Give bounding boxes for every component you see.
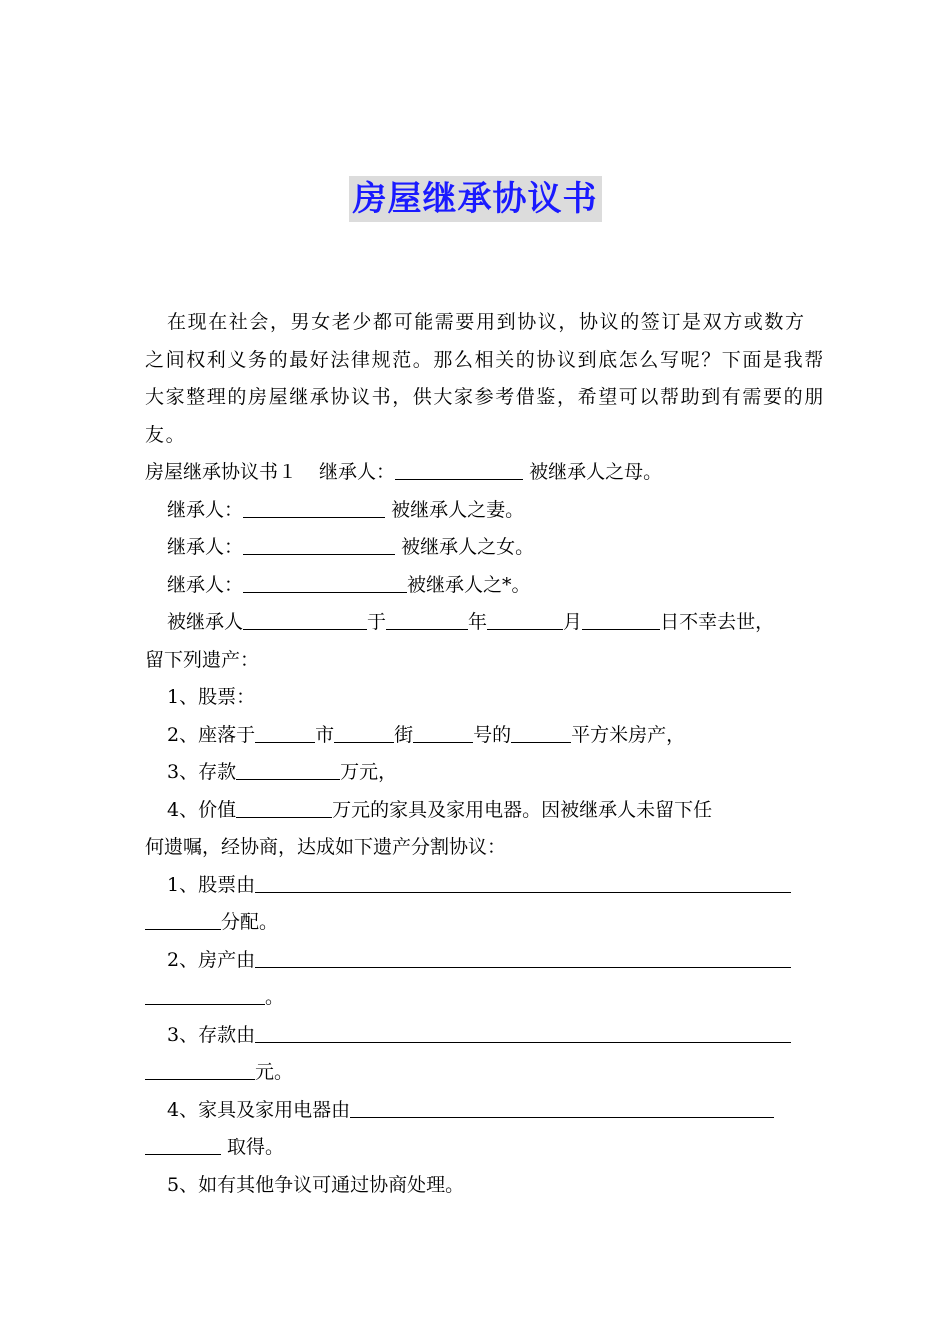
division-item-3-continued [145,1054,825,1092]
intro-paragraph: 在现在社会，男女老少都可能需要用到协议，协议的签订是双方或数方之间权利义务的最好法律规范。那么相关的协议到底怎么写呢？下面是我帮大家整理的房屋继承协议书，供大家参考借鉴，希望可以帮助到有需要的朋友。 [145,311,825,446]
document-body [145,304,825,1204]
division-2-end: 。 [265,986,285,1008]
division-4-end: 取得。 [227,1136,285,1158]
document-title: 房屋继承协议书 [349,176,602,222]
blank-heir-1 [395,478,523,480]
division-1-text: 1、股票由 [167,873,256,896]
heir-line-2 [145,492,825,530]
blank-division-2b [145,1003,265,1005]
heir-line-3 [145,529,825,567]
blank-division-2 [255,966,791,968]
estate-2-text-c: 街 [394,723,414,746]
blank-day [582,628,660,630]
blank-number [413,741,473,743]
agreement-heading: 房屋继承协议书１ [145,461,298,483]
estate-2-text-a: 2、座落于 [167,723,256,746]
blank-value [236,816,332,818]
estate-4-text-b: 万元的家具及家用电器。因被继承人未留下任 [332,798,713,821]
heir-relation-3: 被继承人之女。 [401,536,535,558]
title-wrapper [0,176,950,222]
division-item-3 [145,1017,825,1055]
blank-heir-4 [243,591,407,593]
division-item-5: 5、如有其他争议可通过协商处理。 [167,1173,465,1196]
division-item-4 [145,1092,825,1130]
blank-month [487,628,563,630]
division-item-2 [145,942,825,980]
blank-heir-3 [243,553,395,555]
estate-2-text-d: 号的 [473,723,512,746]
blank-deceased-name [243,628,367,630]
division-4-text: 4、家具及家用电器由 [167,1098,351,1121]
division-item-1 [145,867,825,905]
death-text-2: 于 [367,611,387,633]
division-item-2-continued [145,979,825,1017]
heir-label: 继承人： [167,573,244,596]
death-text-5: 日不幸去世， [660,611,775,633]
estate-intro: 留下列遗产： [145,648,260,671]
heir-label: 继承人： [167,498,244,521]
death-text-1: 被继承人 [167,611,244,633]
heir-relation-1: 被继承人之母。 [529,461,663,483]
estate-item-4-continued: 何遗嘱，经协商，达成如下遗产分割协议： [145,836,507,858]
blank-street [334,741,394,743]
blank-division-1 [255,891,791,893]
blank-year [386,628,468,630]
blank-heir-2 [243,516,385,518]
death-line [145,604,825,642]
blank-deposit [236,778,340,780]
estate-3-text-a: 3、存款 [167,761,237,783]
estate-2-text-b: 市 [315,723,335,746]
division-item-4-continued [145,1129,825,1167]
heir-label: 继承人： [319,461,396,483]
blank-division-3b [145,1078,255,1080]
estate-4-text-a: 4、价值 [167,798,237,821]
blank-division-3 [255,1041,791,1043]
estate-2-text-e: 平方米房产， [571,723,686,746]
division-item-1-continued [145,904,825,942]
heir-relation-2: 被继承人之妻。 [391,498,525,521]
blank-area [511,741,571,743]
division-3-text: 3、存款由 [167,1023,256,1046]
division-1-end: 分配。 [221,911,279,933]
blank-division-4 [350,1116,774,1118]
blank-city [255,741,315,743]
blank-division-4b [145,1153,221,1155]
estate-item-2 [145,717,825,755]
division-2-text: 2、房产由 [167,948,256,971]
estate-item-3 [145,754,825,792]
heir-relation-4: 被继承人之*。 [407,573,531,596]
division-3-end: 元。 [255,1061,294,1083]
heir-line-1 [145,454,825,492]
death-text-4: 月 [563,611,583,633]
death-text-3: 年 [468,611,488,633]
heir-line-4 [145,567,825,605]
blank-division-1b [145,928,221,930]
heir-label: 继承人： [167,536,244,558]
estate-3-text-b: 万元， [340,761,398,783]
estate-item-4 [145,792,825,830]
estate-item-1: 1、股票： [167,686,256,708]
